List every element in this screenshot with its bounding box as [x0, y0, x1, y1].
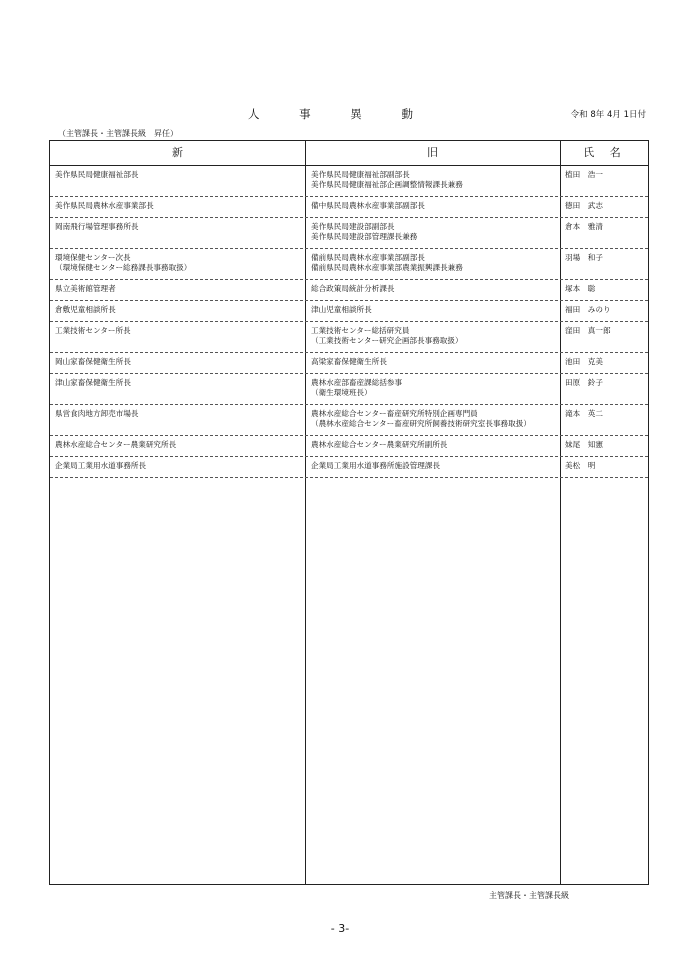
new-position-cell: 津山家畜保健衛生所長	[55, 378, 131, 387]
table-row	[50, 166, 648, 197]
header-new-position: 新	[172, 146, 183, 159]
new-position-cell: 岡山家畜保健衛生所長	[55, 357, 131, 366]
table-row	[50, 197, 648, 218]
personnel-table	[49, 140, 649, 885]
person-name-cell: 塚本 聡	[565, 284, 596, 293]
person-name-cell: 田原 鈴子	[565, 378, 603, 387]
table-header	[50, 141, 648, 166]
section-subheading: （主管課長・主管課長級 昇任）	[58, 129, 178, 138]
table-row	[50, 249, 648, 280]
new-position-cell: 美作県民局健康福祉部長	[55, 170, 139, 179]
old-position-cell: 備中県民局農林水産事業部副部長	[311, 201, 425, 210]
old-position-cell: 農林水産総合センター農業研究所副所長	[311, 440, 448, 449]
person-name-cell: 羽場 和子	[565, 253, 603, 262]
old-position-cell: 美作県民局建設部副部長 美作県民局建設部管理課長兼務	[311, 222, 418, 241]
old-position-cell: 農林水産総合センター畜産研究所特別企画専門員 （農林水産総合センター畜産研究所飼養技術研究室長事務取扱）	[311, 409, 531, 428]
new-position-cell: 工業技術センター所長	[55, 326, 131, 335]
old-position-cell: 津山児童相談所長	[311, 305, 372, 314]
table-row	[50, 280, 648, 301]
person-name-cell: 池田 克美	[565, 357, 603, 366]
person-name-cell: 滝本 英二	[565, 409, 603, 418]
person-name-cell: 倉本 雅清	[565, 222, 603, 231]
old-position-cell: 企業局工業用水道事務所施設管理課長	[311, 461, 441, 470]
new-position-cell: 県立美術館管理者	[55, 284, 116, 293]
old-position-cell: 総合政策局統計分析課長	[311, 284, 395, 293]
person-name-cell: 妹尾 知憲	[565, 440, 603, 449]
old-position-cell: 備前県民局農林水産事業部副部長 備前県民局農林水産事業部農業振興課長兼務	[311, 253, 463, 272]
header-name: 氏 名	[583, 146, 627, 159]
new-position-cell: 県営食肉地方卸売市場長	[55, 409, 139, 418]
table-row	[50, 322, 648, 353]
table-row	[50, 353, 648, 374]
new-position-cell: 美作県民局農林水産事業部長	[55, 201, 154, 210]
person-name-cell: 美松 明	[565, 461, 596, 470]
new-position-cell: 倉敷児童相談所長	[55, 305, 116, 314]
new-position-cell: 企業局工業用水道事務所長	[55, 461, 147, 470]
table-row	[50, 218, 648, 249]
table-row	[50, 436, 648, 457]
person-name-cell: 徳田 武志	[565, 201, 603, 210]
page-number: - 3-	[330, 922, 350, 935]
table-row	[50, 301, 648, 322]
header-old-position: 旧	[427, 146, 438, 159]
table-row	[50, 457, 648, 478]
person-name-cell: 植田 浩一	[565, 170, 603, 179]
old-position-cell: 工業技術センター総括研究員 （工業技術センター研究企画部長事務取扱）	[311, 326, 463, 345]
new-position-cell: 岡南飛行場管理事務所長	[55, 222, 139, 231]
new-position-cell: 環境保健センター次長 （環境保健センター総務課長事務取扱）	[55, 253, 192, 272]
old-position-cell: 高梁家畜保健衛生所長	[311, 357, 387, 366]
new-position-cell: 農林水産総合センター農業研究所長	[55, 440, 177, 449]
table-row	[50, 405, 648, 436]
old-position-cell: 農林水産部畜産課総括参事 （衛生環境班長）	[311, 378, 403, 397]
footer-note: 主管課長・主管課長級	[489, 891, 569, 900]
table-row	[50, 374, 648, 405]
person-name-cell: 窪田 真一郎	[565, 326, 611, 335]
effective-date: 令和 8年 4月 1日付	[570, 110, 646, 120]
person-name-cell: 福田 みのり	[565, 305, 611, 314]
old-position-cell: 美作県民局健康福祉部副部長 美作県民局健康福祉部企画調整情報課長兼務	[311, 170, 463, 189]
document-title: 人 事 異 動	[248, 107, 431, 121]
